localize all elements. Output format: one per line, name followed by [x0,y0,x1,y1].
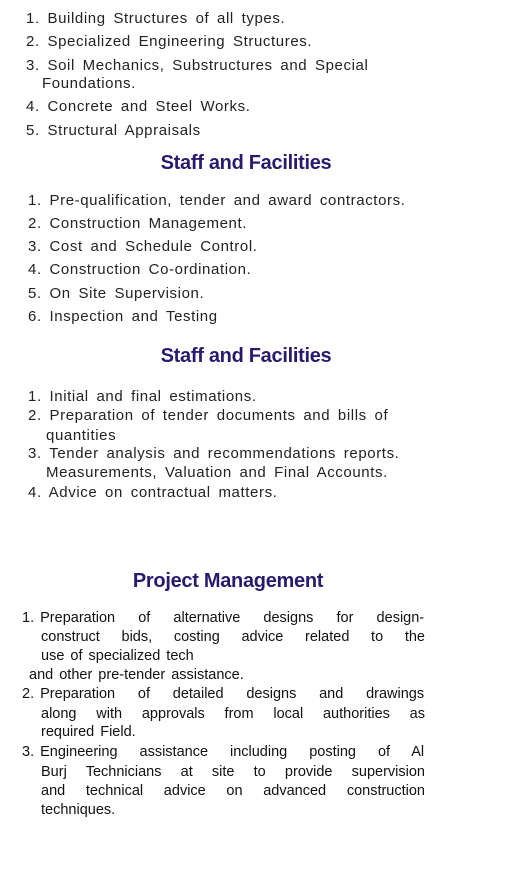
list-item [28,238,258,255]
item-text: Initial and final estimations. [49,388,257,405]
section-heading: Project Management [132,570,324,592]
list-item-continuation: Foundations. [42,75,136,92]
item-text: Specialized Engineering Structures. [47,33,313,50]
item-number: 3. [28,445,42,462]
item-number: 1. [26,10,40,27]
list-item [22,610,424,627]
item-number: 2. [28,407,42,424]
list-item-continuation: quantities [46,427,117,444]
item-number: 2. [22,686,35,702]
item-text: Construction Management. [49,215,247,232]
item-number: 3. [22,744,35,760]
item-text: Construction Co-ordination. [49,261,252,278]
item-number: 5. [28,285,42,302]
list-item [28,215,247,232]
item-number: 5. [26,122,40,139]
item-text: Engineering assistance including posting of Al [40,744,425,760]
list-item [26,98,250,115]
list-item [22,744,424,761]
item-text: On Site Supervision. [49,285,205,302]
item-text: Advice on contractual matters. [48,484,278,501]
list-item [28,261,251,278]
list-item [28,445,399,462]
item-number: 2. [26,33,40,50]
item-number: 1. [22,610,35,626]
item-text: Concrete and Steel Works. [47,98,251,115]
list-item-extra: and other pre-tender assistance. [29,667,244,683]
list-item [28,308,218,325]
item-number: 1. [28,388,42,405]
item-number: 2. [28,215,42,232]
item-number: 1. [28,192,42,209]
item-number: 3. [26,57,40,74]
item-text: Tender analysis and recommendations reports. [49,445,400,462]
list-item-continuation: and technical advice on advanced construction [41,783,425,799]
list-item [26,57,368,74]
item-number: 4. [26,98,40,115]
item-number: 6. [28,308,42,325]
list-item [28,484,277,501]
item-text: Structural Appraisals [47,122,201,139]
item-text: Pre-qualification, tender and award contractors. [49,192,406,209]
item-text: Preparation of alternative designs for design- [40,610,425,626]
list-item-continuation: use of specialized tech [41,648,194,664]
list-item [22,686,424,703]
item-text: Preparation of detailed designs and drawings [40,686,425,702]
list-item [26,10,285,27]
item-text: Soil Mechanics, Substructures and Special [47,57,369,74]
item-number: 4. [28,484,42,501]
item-text: Cost and Schedule Control. [49,238,258,255]
item-number: 4. [28,261,42,278]
list-item-continuation: Burj Technicians at site to provide supervision [41,764,425,780]
list-item-continuation: techniques. [41,802,116,818]
section-heading: Staff and Facilities [160,345,332,367]
list-item-continuation: along with approvals from local authorities as [41,706,425,722]
list-item-continuation: construct bids, costing advice related to the [41,629,425,645]
list-item [28,285,204,302]
list-item [28,388,257,405]
list-item [26,122,201,139]
section-heading: Staff and Facilities [160,152,332,174]
list-item [26,33,312,50]
item-text: Preparation of tender documents and bills of [49,407,389,424]
list-item [28,192,405,209]
item-text: Inspection and Testing [49,308,218,325]
item-text: Building Structures of all types. [47,10,286,27]
list-item [28,407,388,424]
item-number: 3. [28,238,42,255]
list-item-continuation: required Field. [41,724,136,740]
list-item-continuation: Measurements, Valuation and Final Accounts. [46,464,388,481]
